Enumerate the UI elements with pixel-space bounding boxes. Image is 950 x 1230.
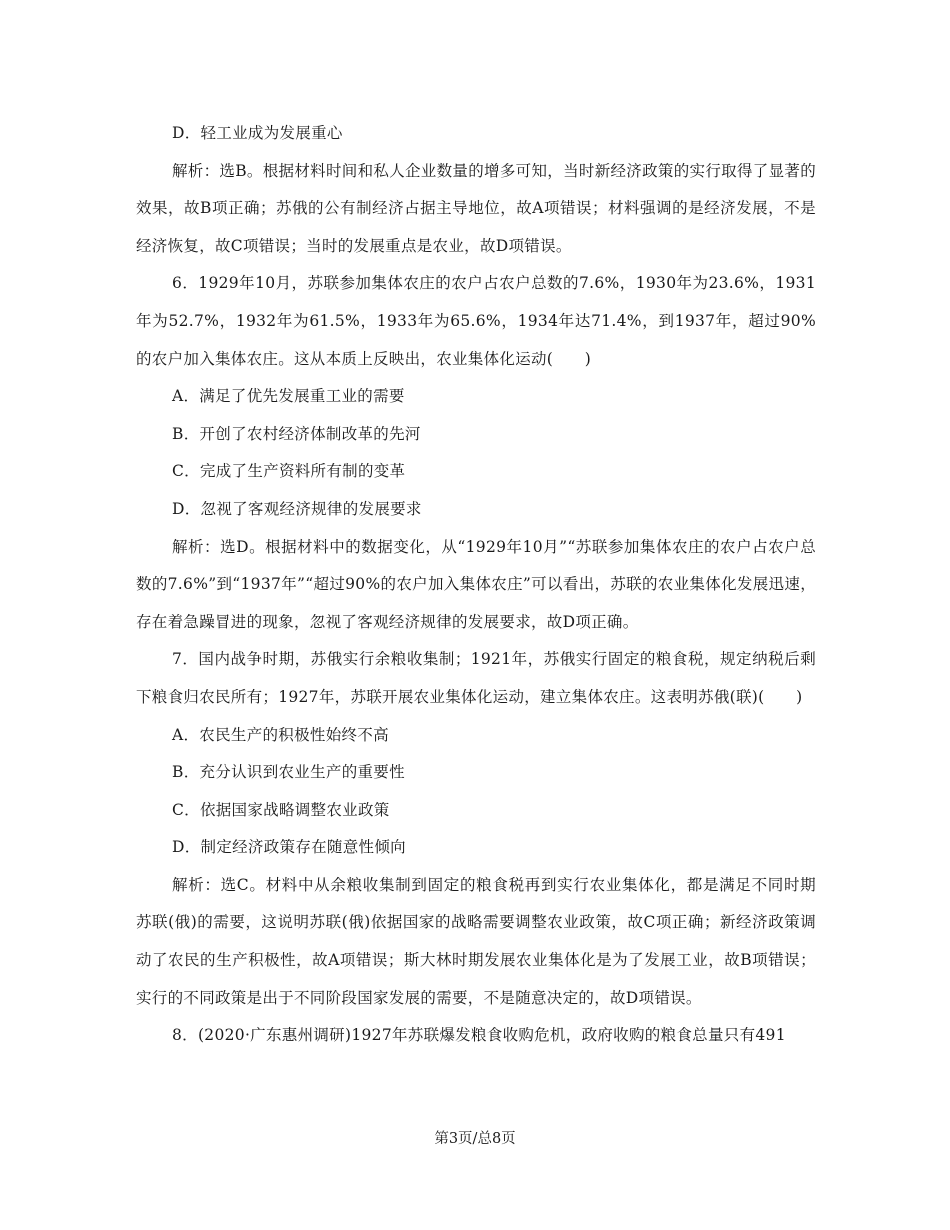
page-number-footer: 第3页/总8页 <box>434 1131 516 1147</box>
q5-option-d: D．轻工业成为发展重心 <box>172 124 343 142</box>
q6-option-a: A．满足了优先发展重工业的需要 <box>172 387 405 406</box>
q7-stem: 7．国内战争时期，苏俄实行余粮收集制；1921年，苏俄实行固定的粮食税，规定纳税后剩下粮食归农民所有；1927年，苏联开展农业集体化运动，建立集体农庄。这表明苏俄(联)( ) <box>136 650 816 706</box>
document-body <box>136 115 816 1055</box>
q6-option-b: B．开创了农村经济体制改革的先河 <box>172 424 421 443</box>
q5-analysis: 解析：选B。根据材料时间和私人企业数量的增多可知，当时新经济政策的实行取得了显著的效果，故B项正确；苏俄的公有制经济占据主导地位，故A项错误；材料强调的是经济发展，不是经济恢复，故C项错误；当时的发展重点是农业，故D项错误。 <box>136 161 816 255</box>
q7-option-c: C．依据国家战略调整农业政策 <box>172 800 390 819</box>
q6-analysis: 解析：选D。根据材料中的数据变化，从“1929年10月”“苏联参加集体农庄的农户占农户总数的7.6%”到“1937年”“超过90%的农户加入集体农庄”可以看出，苏联的农业集体化发展迅速，存在着急躁冒进的现象，忽视了客观经济规律的发展要求，故D项正确。 <box>136 537 816 631</box>
q7-option-d: D．制定经济政策存在随意性倾向 <box>172 838 406 857</box>
q8-stem: 8．(2020·广东惠州调研)1927年苏联爆发粮食收购危机，政府收购的粮食总量只有491 <box>172 1026 786 1045</box>
q6-option-d: D．忽视了客观经济规律的发展要求 <box>172 499 422 518</box>
q6-stem: 6．1929年10月，苏联参加集体农庄的农户占农户总数的7.6%，1930年为23.6%，1931年为52.7%，1932年为61.5%，1933年为65.6%，1934年达71.4%，到1937年，超过90%的农户加入集体农庄。这从本质上反映出，农业集体化运动( ) <box>136 274 816 368</box>
q7-option-b: B．充分认识到农业生产的重要性 <box>172 763 405 782</box>
q6-option-c: C．完成了生产资料所有制的变革 <box>172 462 406 481</box>
q7-option-a: A．农民生产的积极性始终不高 <box>172 725 389 744</box>
q7-analysis: 解析：选C。材料中从余粮收集制到固定的粮食税再到实行农业集体化，都是满足不同时期苏联(俄)的需要，这说明苏联(俄)依据国家的战略需要调整农业政策，故C项正确；新经济政策调动了农民的生产积极性，故A项错误；斯大林时期发展农业集体化是为了发展工业，故B项错误；实行的不同政策是出于不同阶段国家发展的需要，不是随意决定的，故D项错误。 <box>136 875 816 1007</box>
